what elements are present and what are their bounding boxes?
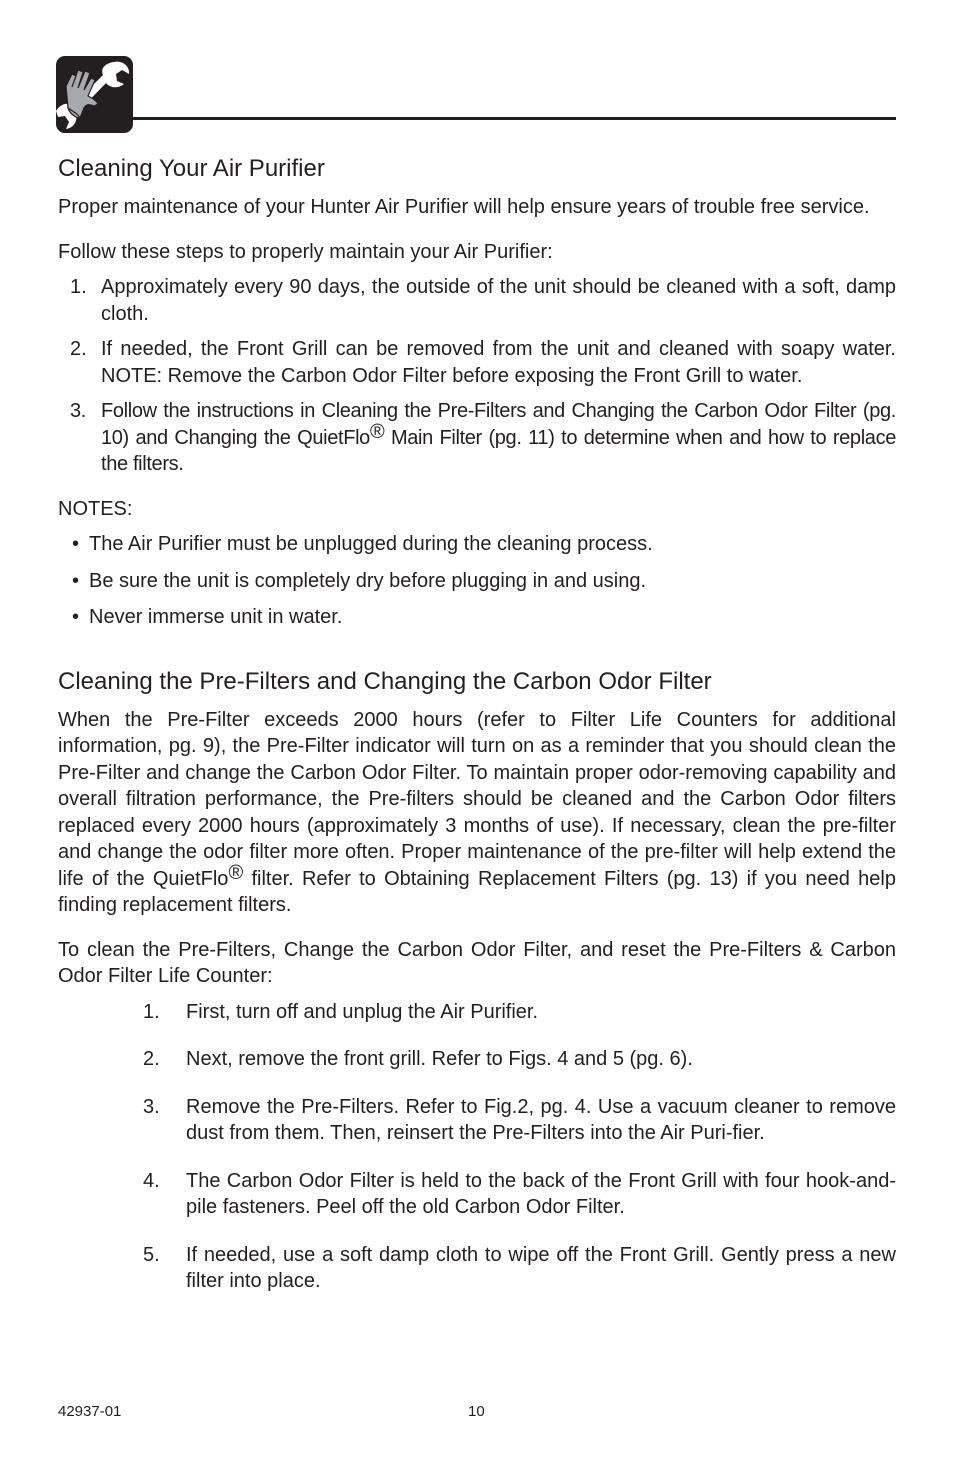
- step-number: 3.: [143, 1095, 160, 1118]
- note-text: Be sure the unit is completely dry before plugging in and using.: [89, 569, 647, 592]
- list-item: [58, 336, 896, 389]
- paragraph-text: When the Pre-Filter exceeds 2000 hours (refer to Filter Life Counters for additional information, pg. 9), the Pre-Filter indicator will turn on as a reminder that you should clean the Pre-Filter and change the Carbon Odor Filter. To maintain proper odor-removing capability and overall filtration performance, the Pre-filters should be cleaned and the Carbon Odor filters replaced every 2000 hours (approximately 3 months of use). If necessary, clean the pre-filter and change the odor filter more often. Proper maintenance of the pre-filter will help extend the life of the QuietFlo: [58, 708, 896, 890]
- bullet: •: [72, 533, 80, 555]
- step-text: Main Filter (pg. 11) to determine when and how to replace the filters.: [101, 426, 896, 475]
- step-text: Follow the instructions in Cleaning the Pre-Filters and Changing the Carbon Odor Filter (pg. 10) and Changing the QuietFlo: [101, 400, 896, 449]
- steps-lead: Follow these steps to properly maintain your Air Purifier:: [58, 240, 553, 263]
- list-item: [143, 1168, 896, 1221]
- step-number: 1.: [70, 276, 87, 298]
- document-code: 42937-01: [58, 1403, 122, 1420]
- registered-mark: ®: [369, 420, 385, 443]
- step-text: Next, remove the front grill. Refer to Figs. 4 and 5 (pg. 6).: [186, 1048, 693, 1070]
- list-item: [58, 604, 896, 631]
- intro-paragraph: Proper maintenance of your Hunter Air Purifier will help ensure years of trouble free service.: [58, 196, 870, 218]
- step-text: If needed, the Front Grill can be removed from the unit and cleaned with soapy water. NOTE: Remove the Carbon Odor Filter before exposing the Front Grill to water.: [101, 338, 896, 387]
- section-title-cleaning-air-purifier: Cleaning Your Air Purifier: [58, 155, 325, 182]
- pre-filter-steps-list: [143, 999, 896, 1295]
- step-text: If needed, use a soft damp cloth to wipe off the Front Grill. Gently press a new filter into place.: [186, 1243, 896, 1292]
- bullet: •: [72, 569, 80, 592]
- header-rule: [133, 117, 896, 120]
- note-text: Never immerse unit in water.: [89, 606, 343, 628]
- maintenance-steps-list: [58, 274, 896, 478]
- page-number: 10: [468, 1403, 485, 1420]
- notes-label: NOTES:: [58, 497, 133, 520]
- step-text: Approximately every 90 days, the outside of the unit should be cleaned with a soft, damp cloth.: [101, 276, 896, 325]
- step-number: 4.: [143, 1169, 160, 1192]
- step-number: 5.: [143, 1243, 160, 1266]
- list-item: [58, 568, 896, 595]
- note-text: The Air Purifier must be unplugged during the cleaning process.: [89, 533, 653, 555]
- list-item: [58, 398, 896, 478]
- pre-filter-steps-lead: To clean the Pre-Filters, Change the Carbon Odor Filter, and reset the Pre-Filters & Carbon Odor Filter Life Counter:: [58, 938, 896, 987]
- page-content: [58, 153, 896, 1316]
- step-number: 1.: [143, 1000, 160, 1023]
- registered-mark: ®: [228, 861, 244, 884]
- step-number: 3.: [70, 400, 86, 422]
- list-item: [143, 1046, 896, 1073]
- pre-filter-paragraph: [58, 707, 896, 919]
- list-item: [58, 531, 896, 558]
- paragraph-text: filter. Refer to Obtaining Replacement Filters (pg. 13) if you need help finding replacement filters.: [58, 867, 896, 916]
- list-item: [58, 274, 896, 327]
- step-number: 2.: [70, 338, 87, 360]
- step-text: Remove the Pre-Filters. Refer to Fig.2, pg. 4. Use a vacuum cleaner to remove dust from them. Then, reinsert the Pre-Filters into the Air Puri-fier.: [186, 1095, 896, 1144]
- list-item: [143, 1094, 896, 1147]
- step-number: 2.: [143, 1048, 160, 1070]
- notes-list: [58, 531, 896, 631]
- step-text: First, turn off and unplug the Air Purifier.: [186, 1000, 539, 1023]
- section-title-pre-filters: Cleaning the Pre-Filters and Changing the Carbon Odor Filter: [58, 667, 712, 695]
- step-text: The Carbon Odor Filter is held to the back of the Front Grill with four hook-and-pile fasteners. Peel off the old Carbon Odor Filter.: [186, 1169, 896, 1218]
- bullet: •: [72, 606, 80, 628]
- tools-hand-icon: [56, 56, 133, 133]
- list-item: [143, 1242, 896, 1295]
- list-item: [143, 999, 896, 1026]
